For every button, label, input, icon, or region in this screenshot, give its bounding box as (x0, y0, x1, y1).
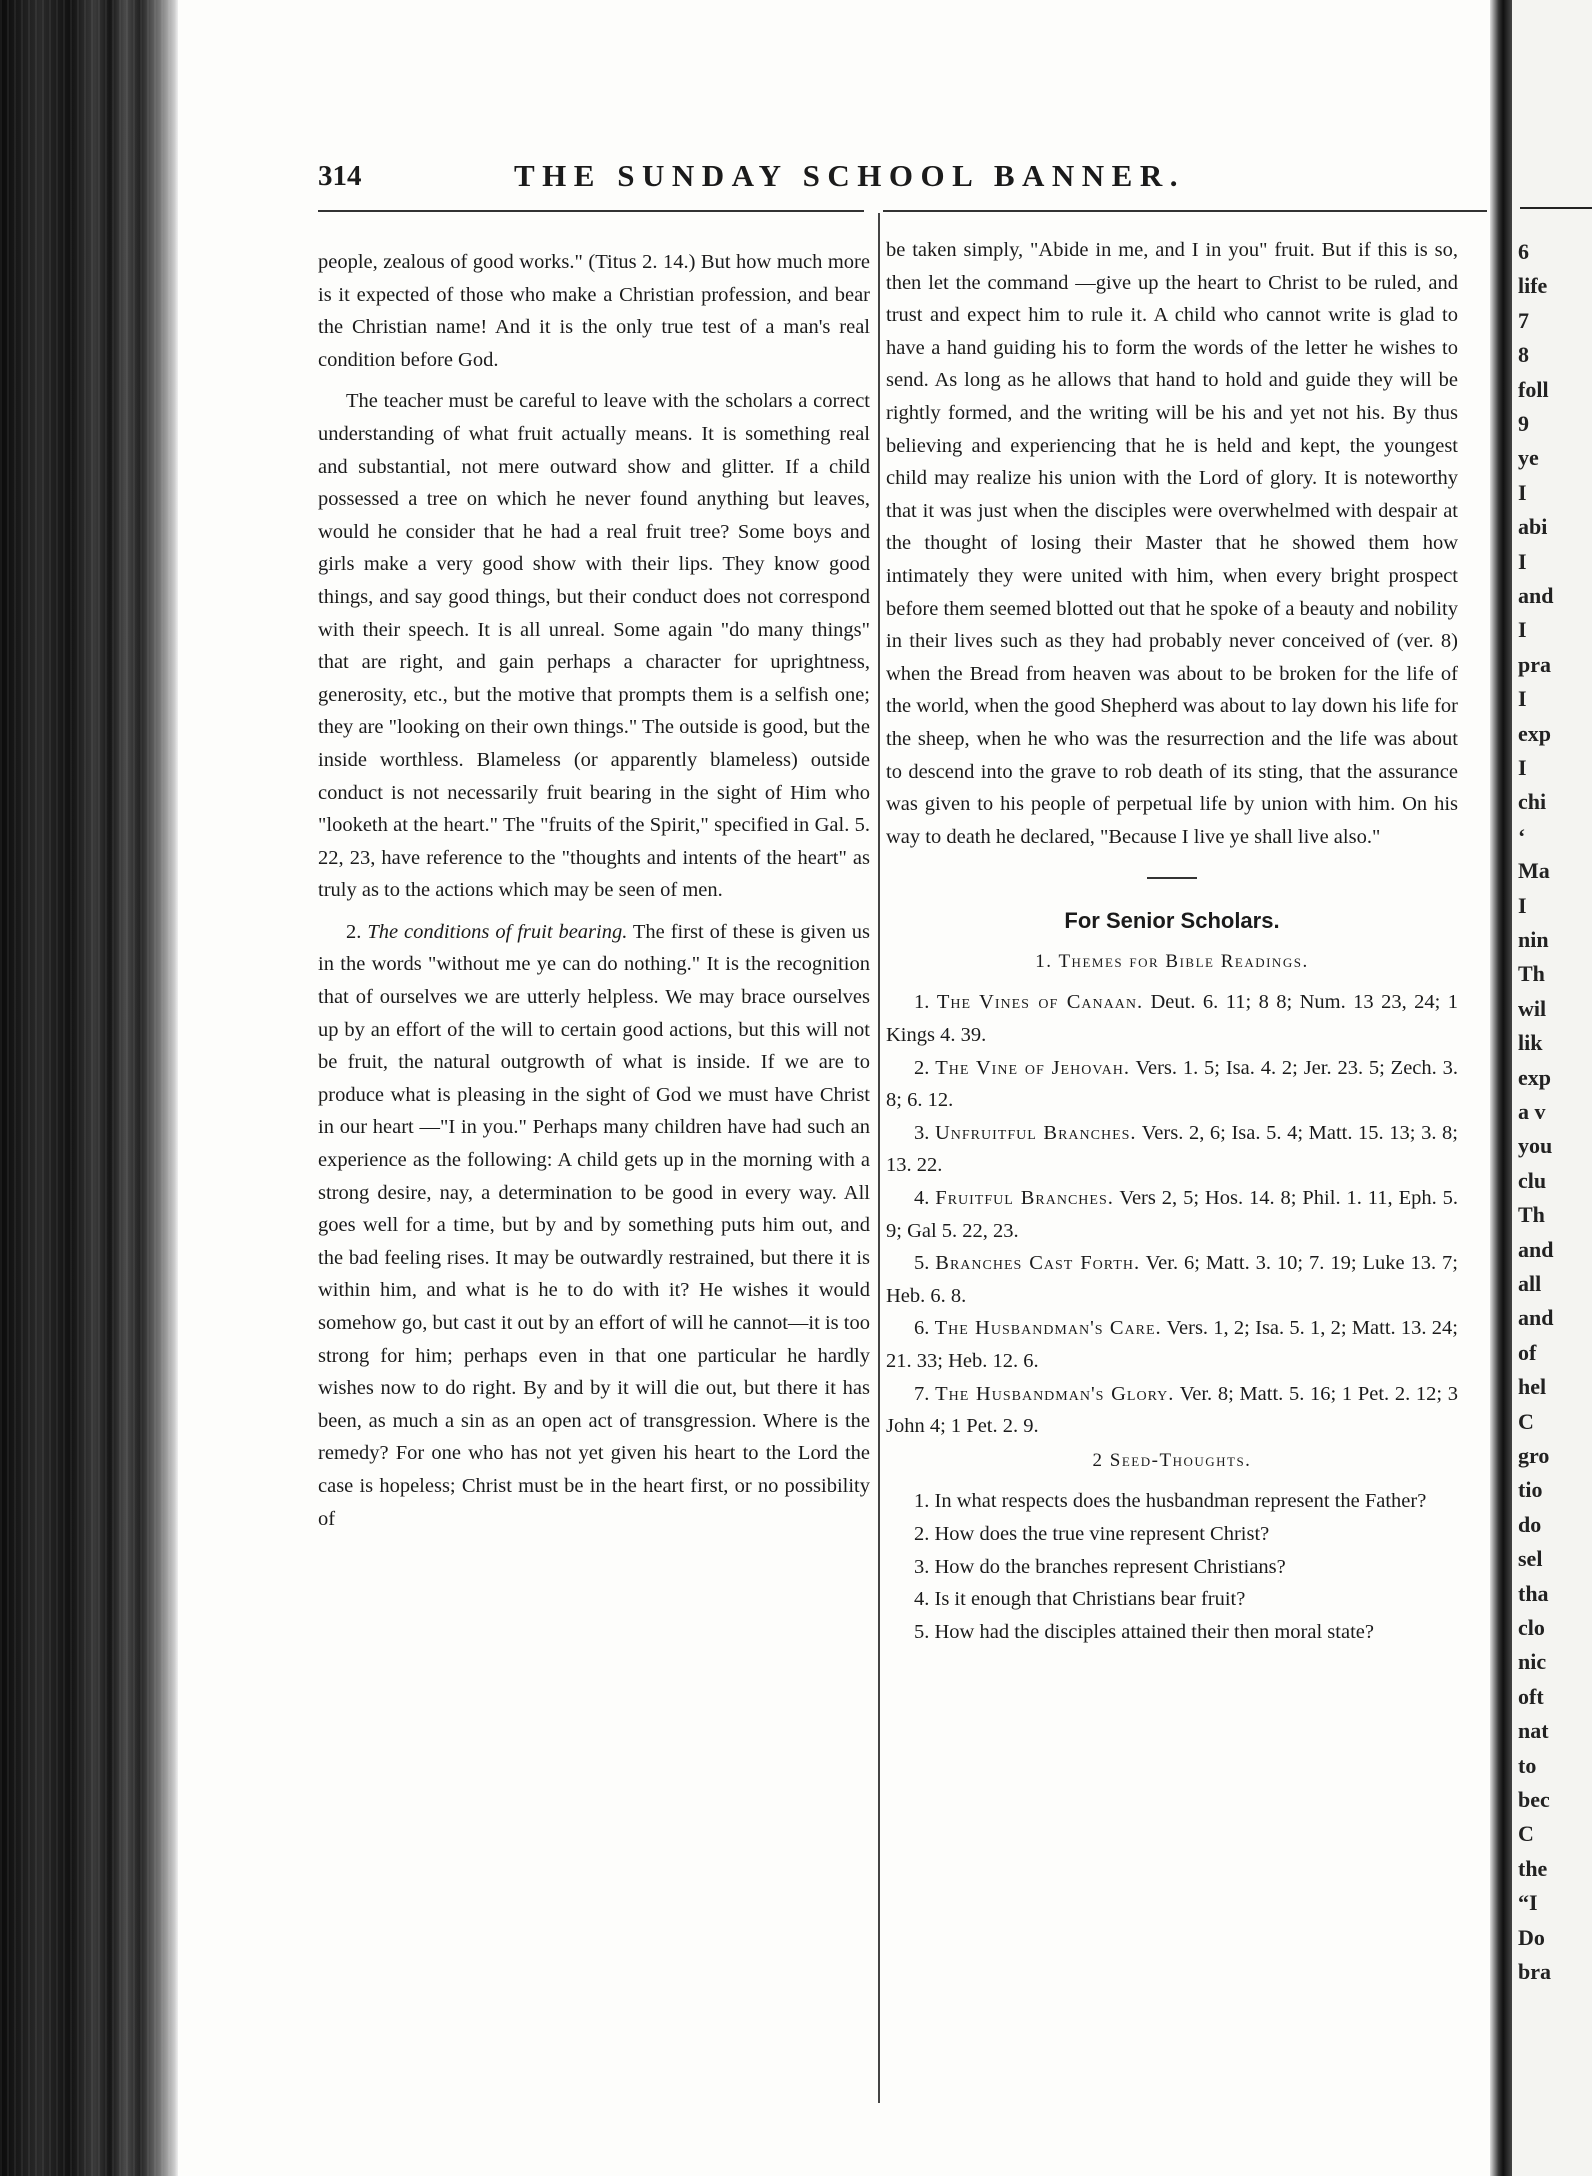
facing-page-fragment: all (1518, 1271, 1542, 1296)
header-rule-right (883, 210, 1487, 212)
theme-number: 4. (914, 1187, 936, 1210)
facing-page-fragment: Do (1518, 1924, 1545, 1950)
seed-thought-question: 1. In what respects does the husbandman represent the Father? (914, 1490, 1427, 1513)
paragraph: The teacher must be careful to leave with the scholars a correct understanding of what fruit actually means. It is something real and substantial, not mere outward show and glitter. If a child possessed a tree on which he never found anything but leaves, would he consider that he had a real fruit tree? Some boys and girls make a very good show with their lips. They know good things, and say good things, but their conduct does not correspond with their speech. It is all unreal. Some again "do many things" that are right, and gain perhaps a character for uprightness, generosity, etc., but the motive that prompts them is a selfish one; they are "looking on their own things." The outside is good, but the inside worthless. Blameless (or apparently blameless) outside conduct is not necessarily fruit bearing in the sight of Him who "looketh at the heart." The "fruits of the Spirit," specified in Gal. 5. 22, 23, have reference to the "thoughts and intents of the heart" as truly as to the actions which may be seen of men. (318, 390, 870, 902)
theme-title: Fruitful Branches. (935, 1187, 1114, 1210)
theme-references: Vers. 1, 2; Isa. 5. 1, 2; Matt. 13. 24; 21. 33; Heb. 12. 6. (886, 1317, 1458, 1372)
facing-page-fragment: ‘ (1518, 823, 1526, 849)
facing-page-fragment: abi (1518, 514, 1548, 540)
facing-page-fragment: foll (1518, 376, 1549, 402)
theme-number: 5. (914, 1252, 936, 1275)
themes-heading: 1. Themes for Bible Readings. (1035, 950, 1309, 972)
facing-page-fragment: of (1518, 1339, 1537, 1365)
page-number: 314 (318, 160, 362, 192)
facing-page-fragment: C (1518, 1821, 1534, 1847)
themes-list (886, 986, 1458, 1442)
theme-item (886, 1117, 1458, 1182)
theme-title: The Vines of Canaan. (936, 991, 1144, 1014)
paragraph: be taken simply, "Abide in me, and I in you" fruit. But if this is so, then let the command —give up the heart to Christ to be ruled, and trust and expect him to rule it. A child who cannot write is glad to have a hand guiding his to form the words of the letter he wishes to send. As long as he allows that hand to hold and guide they will be rightly formed, and the writing will be his and yet not his. By thus believing and experiencing that he is held and kept, the youngest child may realize his union with the Lord of glory. It is noteworthy that it was just when the disciples were overwhelmed with despair at the thought of losing their Master that he showed them how intimately they were united with him, when every bright prospect before them seemed blotted out that he spoke of a beauty and nobility in their lives such as they had probably never conceived of (ver. 8) when the Bread from heaven was about to be broken for the life of the world, when the good Shepherd was about to lay down his life for the sheep, when he who was the resurrection and the life was about to descend into the grave to rob death of its sting, that the assurance was given to his people of perpetual life by union with him. On his way to death he declared, "Because I live ye shall live also." (886, 239, 1458, 848)
facing-page-fragment: do (1518, 1511, 1542, 1537)
facing-page (1512, 0, 1592, 2176)
right-column (886, 234, 1458, 1648)
paragraph-text: The first of these is given us in the words "without me ye can do nothing." It is the recognition that of ourselves we are utterly helpless. We may brace ourselves up by an effort of the will to certain good actions, but this will not be fruit, the natural outgrowth of what is inside. If we are to produce what is pleasing in the sight of God we must have Christ in our heart —"I in you." Perhaps many children have had such an experience as the following: A child gets up in the morning with a strong desire, nay, a determination to be good in every way. All goes well for a time, but by and by something puts him out, and the bad feeling rises. It may be outwardly restrained, but there it is within him, and what is he to do with it? He wishes it would somehow go, but cast it out by an effort of will he cannot—it is too strong for him; perhaps even in that one particular he hardly wishes now to do right. By and by it will die out, but there it has been, as much a sin as an open act of transgression. Where is the remedy? For one who has not yet given his heart to the Lord the case is hopeless; Christ must be in the heart first, or no possibility of (318, 920, 870, 1530)
facing-page-fragment: clu (1518, 1167, 1547, 1193)
publication-title: THE SUNDAY SCHOOL BANNER. (514, 158, 1185, 193)
section-divider (1147, 877, 1197, 879)
facing-page-fragment: I (1518, 617, 1527, 643)
facing-page-fragment: nic (1518, 1649, 1547, 1675)
theme-title: The Husbandman's Glory. (935, 1382, 1175, 1405)
facing-page-fragment: the (1518, 1855, 1548, 1881)
facing-page-fragment: chi (1518, 789, 1547, 815)
theme-item (886, 1052, 1458, 1117)
facing-page-fragment: I (1518, 479, 1527, 505)
paragraph-heading: The conditions of fruit bearing. (367, 920, 628, 943)
facing-page-fragment: hel (1518, 1374, 1547, 1400)
seed-thoughts-heading: 2 Seed-Thoughts. (1092, 1449, 1252, 1471)
facing-page-fragment: gro (1518, 1443, 1550, 1468)
facing-page-fragment: wil (1518, 995, 1547, 1021)
theme-title: Unfruitful Branches. (934, 1121, 1137, 1144)
facing-page-fragment: and (1518, 583, 1554, 608)
seed-thought-question: 4. Is it enough that Christians bear fruit? (914, 1588, 1246, 1611)
facing-page-fragment: Th (1518, 1202, 1545, 1228)
seed-thought-question: 5. How had the disciples attained their then moral state? (914, 1620, 1374, 1643)
facing-page-fragment: I (1518, 686, 1527, 712)
page-gutter (1490, 0, 1512, 2176)
theme-item (886, 986, 1458, 1051)
theme-references: Ver. 6; Matt. 3. 10; 7. 19; Luke 13. 7; Heb. 6. 8. (886, 1252, 1458, 1307)
facing-page-fragment: oft (1518, 1683, 1544, 1709)
theme-references: Vers. 2, 6; Isa. 5. 4; Matt. 15. 13; 3. 8; 13. 22. (886, 1121, 1459, 1177)
seed-thought-question: 3. How do the branches represent Christians? (914, 1555, 1286, 1578)
column-divider (878, 213, 880, 2103)
facing-page-fragment: exp (1518, 720, 1551, 746)
facing-page-fragment: you (1518, 1133, 1553, 1159)
header-rule-left (318, 210, 864, 212)
facing-page-fragment: sel (1518, 1546, 1543, 1572)
facing-page-fragment: bec (1518, 1787, 1550, 1812)
facing-page-fragment: I (1518, 548, 1527, 574)
facing-page-fragment: 6 (1518, 239, 1529, 264)
theme-number: 3. (914, 1121, 935, 1144)
seed-thought-question: 2. How does the true vine represent Christ? (914, 1522, 1270, 1545)
facing-page-fragment: ye (1518, 445, 1539, 471)
theme-references: Ver. 8; Matt. 5. 16; 1 Pet. 2. 12; 3 John 4; 1 Pet. 2. 9. (886, 1382, 1458, 1438)
facing-page-fragment: nat (1518, 1718, 1549, 1744)
facing-page-fragment: pra (1518, 651, 1551, 677)
theme-references: Deut. 6. 11; 8 8; Num. 13 23, 24; 1 Kings 4. 39. (886, 991, 1459, 1047)
facing-page-fragment: and (1518, 1236, 1554, 1262)
facing-page-fragment: exp (1518, 1064, 1551, 1090)
facing-page-fragment: 9 (1518, 411, 1529, 436)
theme-number: 7. (914, 1382, 936, 1405)
theme-number: 1. (914, 991, 937, 1014)
theme-item (886, 1182, 1458, 1247)
senior-scholars-heading: For Senior Scholars. (1064, 908, 1280, 934)
theme-title: The Husbandman's Care. (934, 1317, 1162, 1340)
theme-references: Vers. 1. 5; Isa. 4. 2; Jer. 23. 5; Zech. 3. 8; 6. 12. (886, 1056, 1458, 1112)
binding-texture (0, 0, 178, 2176)
paragraph (318, 916, 870, 1535)
facing-page-fragment: tha (1518, 1580, 1549, 1606)
facing-page-fragment: bra (1518, 1959, 1551, 1984)
theme-item (886, 1312, 1458, 1377)
theme-number: 6. (914, 1317, 935, 1340)
theme-title: The Vine of Jehovah. (935, 1056, 1130, 1079)
left-column (318, 246, 870, 1535)
facing-page-fragment: I (1518, 892, 1527, 918)
theme-item (886, 1378, 1458, 1443)
facing-page-fragment: life (1518, 273, 1548, 299)
facing-page-fragment: Ma (1518, 858, 1550, 884)
facing-page-fragment: nin (1518, 927, 1549, 952)
paragraph-number: 2. (346, 920, 368, 943)
facing-page-fragment: a v (1518, 1099, 1546, 1124)
questions-list (886, 1485, 1458, 1648)
facing-page-fragment: to (1518, 1752, 1537, 1778)
facing-page-fragment: and (1518, 1305, 1554, 1331)
paragraph: people, zealous of good works." (Titus 2. 14.) But how much more is it expected of those who make a Christian profession, and bear the Christian name! And it is the only true test of a man's real condition before God. (318, 251, 870, 371)
facing-page-fragment: “I (1518, 1890, 1538, 1916)
theme-title: Branches Cast Forth. (935, 1252, 1141, 1275)
facing-page-rule (1520, 207, 1592, 209)
facing-page-fragment: 7 (1518, 307, 1529, 333)
facing-page-fragment: clo (1518, 1615, 1545, 1640)
facing-page-fragment: 8 (1518, 342, 1529, 368)
theme-references: Vers 2, 5; Hos. 14. 8; Phil. 1. 11, Eph. 5. 9; Gal 5. 22, 23. (886, 1187, 1459, 1242)
page-header (318, 160, 1238, 200)
facing-page-fragment: Th (1518, 961, 1545, 987)
facing-page-fragment: lik (1518, 1030, 1543, 1056)
facing-page-fragment: C (1518, 1408, 1534, 1434)
facing-page-fragment: tio (1518, 1477, 1543, 1503)
theme-item (886, 1247, 1458, 1312)
facing-page-fragment: I (1518, 755, 1527, 780)
theme-number: 2. (914, 1056, 936, 1079)
